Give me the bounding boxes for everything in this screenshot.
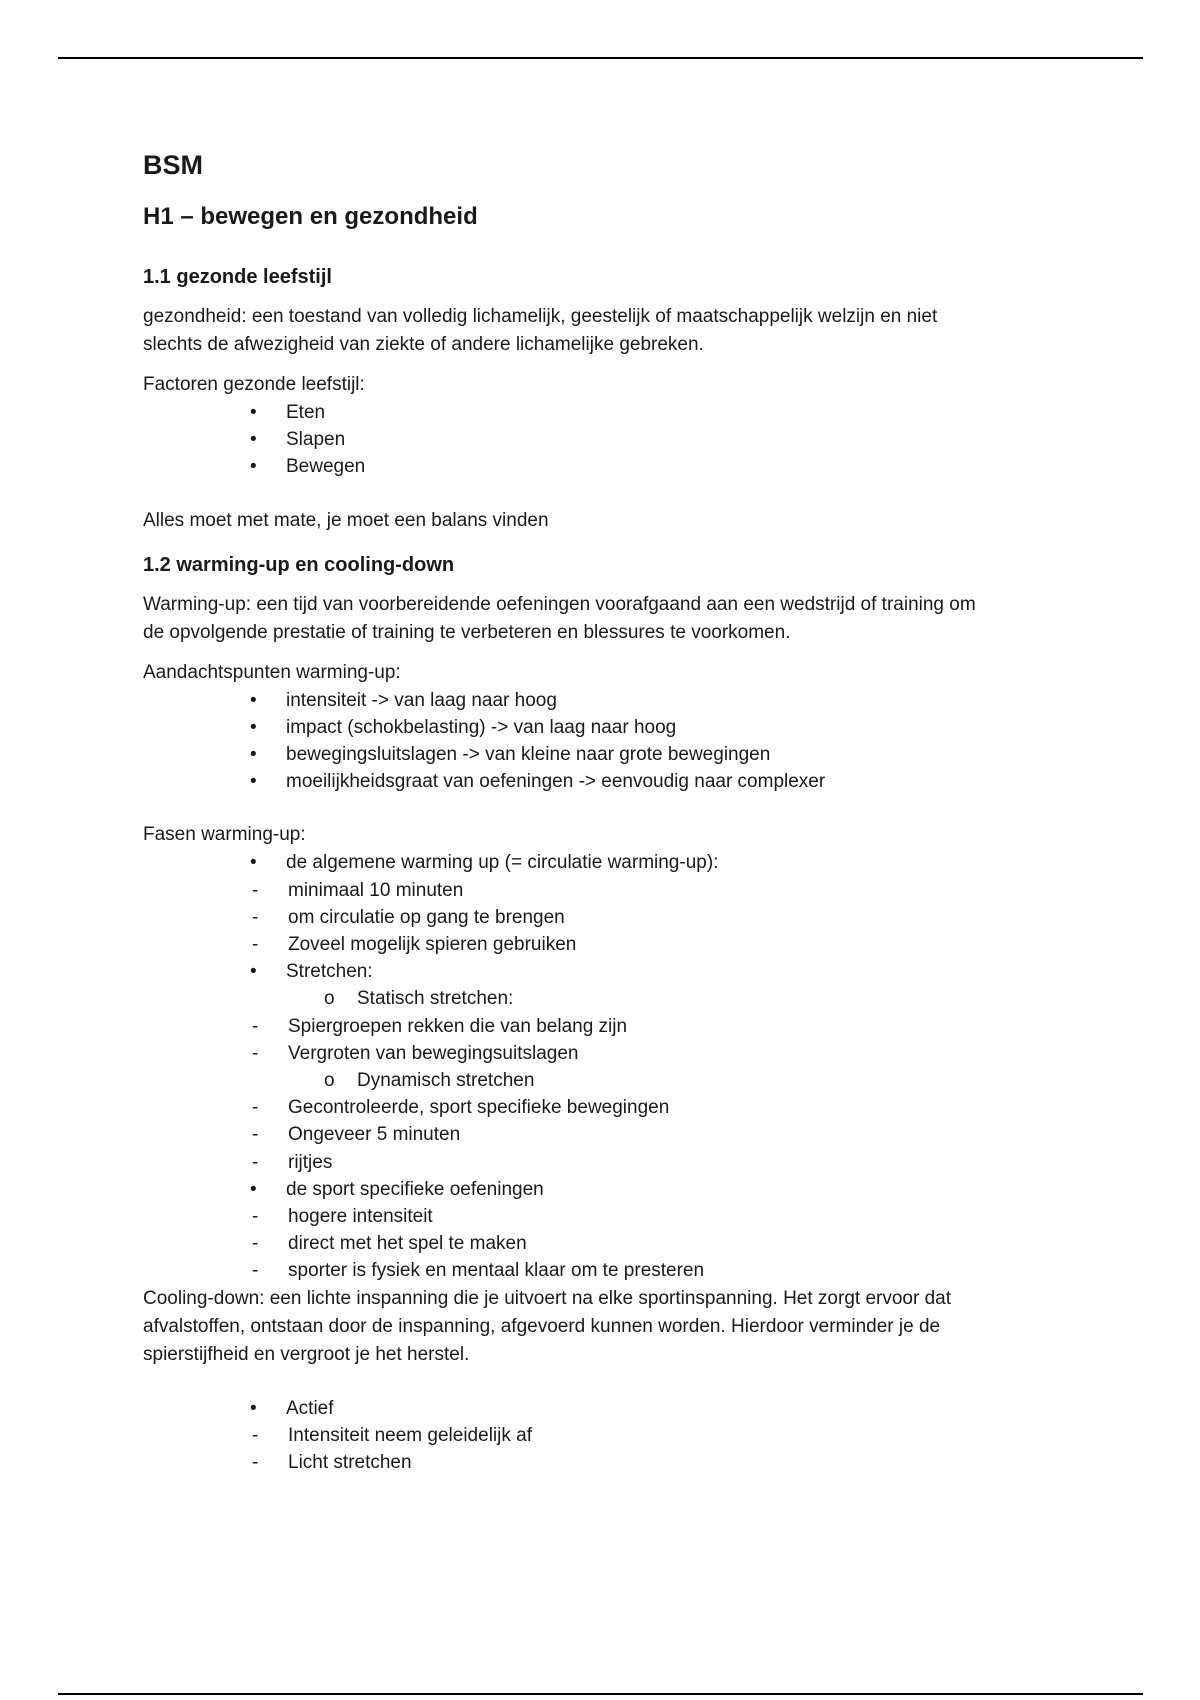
list-item-text: hogere intensiteit [288, 1206, 433, 1228]
list-item-text: Spiergroepen rekken die van belang zijn [288, 1015, 628, 1037]
list-item-text: Vergroten van bewegingsuitslagen [288, 1042, 579, 1064]
section-heading-1-2: 1.2 warming-up en cooling-down [143, 553, 455, 576]
list-item-text: om circulatie op gang te brengen [288, 906, 565, 928]
list-item: • Bewegen [250, 456, 366, 478]
list-item-text: Gecontroleerde, sport specifieke bewegingen [288, 1097, 670, 1119]
header-rule [58, 57, 1143, 59]
list-item [143, 1395, 1083, 1422]
list-item [143, 1067, 1083, 1094]
list-item-text: Ongeveer 5 minuten [288, 1124, 461, 1146]
list-item: • moeilijkheidsgraat van oefeningen -> eenvoudig naar complexer [250, 771, 826, 793]
list-item-text: Statisch stretchen: [357, 988, 514, 1010]
list-item: • impact (schokbelasting) -> van laag naar hoog [250, 716, 677, 738]
list-item [143, 1149, 1083, 1176]
cooldown-line-2: afvalstoffen, ontstaan door de inspanning, afgevoerd kunnen worden. Hierdoor verminder je de [143, 1315, 941, 1337]
list-item-text: Licht stretchen [288, 1452, 412, 1474]
list-marker: o [324, 1070, 335, 1092]
list-item [143, 877, 1083, 904]
factors-list [143, 399, 1083, 481]
document-title: BSM [143, 150, 203, 180]
cooldown-line-1: Cooling-down: een lichte inspanning die je uitvoert na elke sportinspanning. Het zorgt ervoor dat [143, 1287, 951, 1309]
list-item-text: Stretchen: [286, 961, 373, 983]
list-item [143, 1013, 1083, 1040]
list-item [143, 1230, 1083, 1257]
list-item-text: direct met het spel te maken [288, 1233, 527, 1255]
list-item [143, 1203, 1083, 1230]
cooldown-line-3: spierstijfheid en vergroot je het herstel. [143, 1343, 470, 1365]
list-marker: - [252, 1042, 259, 1064]
list-marker: - [252, 1260, 259, 1282]
list-item: • Eten [250, 402, 326, 423]
list-item [143, 1121, 1083, 1148]
list-item-text: de sport specifieke oefeningen [286, 1178, 544, 1200]
factors-label: Factoren gezonde leefstijl: [143, 374, 365, 395]
health-definition-line-1: gezondheid: een toestand van volledig lichamelijk, geestelijk of maatschappelijk welzijn en niet [143, 306, 938, 327]
list-marker: - [252, 1452, 259, 1474]
list-item-text: Intensiteit neem geleidelijk af [288, 1424, 532, 1446]
list-marker: - [252, 879, 259, 901]
list-item-text: Dynamisch stretchen [357, 1070, 535, 1092]
list-item [143, 1094, 1083, 1121]
attention-list [143, 687, 1083, 796]
list-marker: • [250, 1178, 257, 1200]
list-marker: - [252, 1015, 259, 1037]
phases-label: Fasen warming-up: [143, 824, 306, 846]
health-definition-line-2: slechts de afwezigheid van ziekte of andere lichamelijke gebreken. [143, 334, 704, 355]
document-body [143, 147, 1083, 1476]
list-item [143, 849, 1083, 876]
list-item-text: Actief [286, 1397, 334, 1419]
list-item: • bewegingsluitslagen -> van kleine naar grote bewegingen [250, 744, 771, 766]
list-item-text: rijtjes [288, 1151, 333, 1173]
list-item-text: Zoveel mogelijk spieren gebruiken [288, 934, 577, 956]
list-marker: • [250, 961, 257, 983]
list-marker: • [250, 1397, 257, 1419]
list-item [143, 1257, 1083, 1284]
list-item: • intensiteit -> van laag naar hoog [250, 689, 557, 711]
list-marker: - [252, 906, 259, 928]
chapter-heading: H1 – bewegen en gezondheid [143, 203, 478, 230]
list-item [143, 1449, 1083, 1476]
phases-list [143, 849, 1083, 1284]
list-item-text: de algemene warming up (= circulatie warming-up): [286, 852, 719, 874]
list-marker: - [252, 1424, 259, 1446]
list-item [143, 958, 1083, 985]
footer-rule [58, 1693, 1143, 1695]
list-item [143, 1040, 1083, 1067]
cooldown-list [143, 1395, 1083, 1477]
list-marker: - [252, 1233, 259, 1255]
list-item [143, 931, 1083, 958]
list-item-text: sporter is fysiek en mentaal klaar om te presteren [288, 1260, 705, 1282]
balance-note: Alles moet met mate, je moet een balans vinden [143, 509, 549, 531]
list-marker: - [252, 934, 259, 956]
list-marker: • [250, 852, 257, 874]
list-marker: - [252, 1124, 259, 1146]
list-marker: - [252, 1097, 259, 1119]
attention-label: Aandachtspunten warming-up: [143, 661, 401, 683]
list-item [143, 985, 1083, 1012]
list-marker: - [252, 1151, 259, 1173]
warmup-definition-line-1: Warming-up: een tijd van voorbereidende oefeningen voorafgaand aan een wedstrijd of training om [143, 593, 976, 615]
list-marker: o [324, 988, 335, 1010]
list-item [143, 1422, 1083, 1449]
list-item [143, 1176, 1083, 1203]
list-item-text: minimaal 10 minuten [288, 879, 464, 901]
list-item: • Slapen [250, 429, 346, 451]
warmup-definition-line-2: de opvolgende prestatie of training te verbeteren en blessures te voorkomen. [143, 621, 791, 643]
list-item [143, 904, 1083, 931]
list-marker: - [252, 1206, 259, 1228]
section-heading-1-1: 1.1 gezonde leefstijl [143, 266, 332, 288]
